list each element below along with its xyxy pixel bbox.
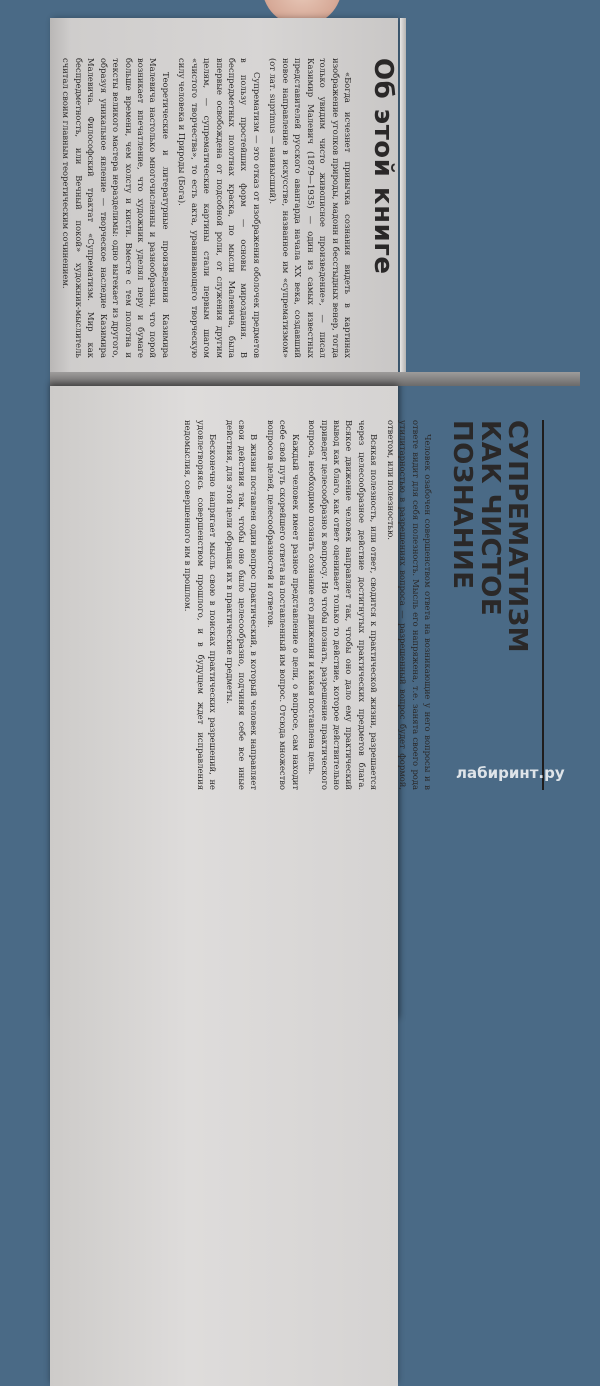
chapter-title-line1: СУПРЕМАТИЗМ	[502, 420, 532, 654]
watermark: лабиринт.ру	[456, 764, 565, 782]
chapter-paragraph: Всякая полезность, или ответ, сводится к практической жизни, разрешается через целесообразное действие достигнутых практических предметов блага. Всякое движение человек направляет так, чтобы оно дало ему практический вывод как благо, как ответ оценивает только то действие, которое действительно приведет целесообразно к вопросу. Но чтобы познать, разрешение практического вопроса, необходимо познать сознание его движения и какая поставлена цель.	[307, 420, 380, 790]
chapter-paragraph: Каждый человек имеет разное представление о цели, о вопросе, сам находит себе свой путь скорейшего ответа на поставленный им вопрос. Отсюда множество вопросов целей, целесообразностей и ответов.	[265, 420, 301, 790]
chapter-rule	[542, 420, 544, 790]
chapter-paragraph: Человек озабочен совершенством ответа на возникающие у него вопросы и в ответе видит для себя полезность. Мысль его напряжена, т.е. занята своего рода утилитарностью в разрешениях вопроса — разрешенный вопрос будет формой, ответом, или полезностью.	[385, 420, 434, 790]
about-heading: Об этой книге	[368, 58, 398, 275]
about-paragraph: «Богда исчезнет привычка сознания видеть в картинах изображение уголков природы, мадонн и бесстыдных венер, тогда только увидим чисто живописное произведение», — писал Казимир Малевич (1879—1935) — один из самых известных представителей русского авангарда начала XX века, создавший новое направление в искусстве, названное им «супрематизмом» (от лат. suprimus — наивысший).	[268, 58, 353, 358]
chapter-paragraph: Бесконечно напрягает мысль свою в поисках практических разрешений, не удовлетворяясь совершенством прошлого, и в будущем ждет исправления недомыслия, совершенного им в прошлом.	[183, 420, 219, 790]
about-book-text	[58, 58, 398, 358]
about-paragraph: Супрематизм — это отказ от изображения оболочек предметов в пользу простейших форм — основы мироздания. В беспредметных полотнах краска, по мысли Малевича, была впервые освобождена от подсобной роли, от служения другим целям, — супрематические картины стали первым шагом «чистого творчества», то есть акта, уравнивающего творческую силу человека и Природы (Бога).	[177, 58, 262, 358]
suprematism-chapter	[82, 420, 552, 790]
chapter-title-line2: КАК ЧИСТОЕ ПОЗНАНИЕ	[447, 420, 505, 617]
about-paragraph: Теоретические и литературные произведения Казимира Малевича настолько многочисленны и разнообразны, что порой возникает впечатление, что художник уделял перу и бумаге больше времени, чем холсту и кисти. Вместе с тем полотна и тексты великого мастера неразделимы: одно вытекает из другого, образуя уникальное явление — творческое наследие Казимира Малевича. Философский трактат «Супрематизм. Мир как беспредметность, или Вечный покой» художник-мыслитель считал своим главным теоретическим сочинением.	[61, 58, 171, 358]
page-edge	[400, 18, 406, 378]
book-gutter	[50, 372, 580, 386]
chapter-paragraph: В жизни поставлен один вопрос практический, в который человек направляет свои действия так, чтобы оно было целесообразно, подчиняя себе все иные действия, для этой цели обращая их в практические предметы.	[224, 420, 260, 790]
